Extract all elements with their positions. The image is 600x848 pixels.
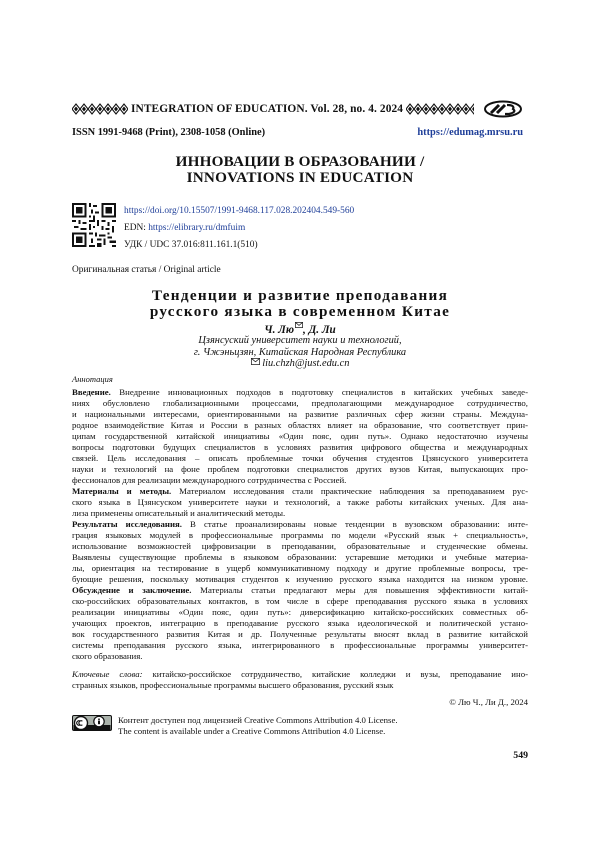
abstract-line <box>72 519 528 530</box>
envelope-icon <box>295 322 303 328</box>
abstract-line: Выявлены существующие проблемы в языковом образовании: устаревшие методики и учебные материа- <box>72 552 528 562</box>
section-title-en: INNOVATIONS IN EDUCATION <box>186 169 414 186</box>
author-email-link[interactable]: liu.chzh@just.edu.cn <box>262 358 350 369</box>
abstract-text: Внедрение инновационных подходов в подготовку специалистов в китайских учебных заведе- <box>110 387 528 397</box>
article-title-line1: Тенденции и развитие преподавания <box>151 287 449 304</box>
abstract-line: лы, ориентация на тестирование в ущерб коммуникативному подходу и другие проблемные вопросы, тре- <box>72 563 528 573</box>
abstract-line <box>72 486 528 497</box>
abstract-line: грация языковых модулей в профессиональные программы по модели «Русский язык + специальность», <box>72 530 528 540</box>
edn-link[interactable]: https://elibrary.ru/dmfuim <box>148 223 246 233</box>
abstract-line: связей. Цель исследования – описать проблемные точки обучения студентов Цзянсуского университета <box>72 453 528 463</box>
abstract-line: фессионалов для реализации международного сотрудничества с Россией. <box>72 475 347 485</box>
abstract-results-heading: Результаты исследования. <box>72 519 182 529</box>
ornament-right-icon <box>406 103 474 115</box>
author-2: Д. Ли <box>308 324 336 336</box>
email-line <box>72 358 528 369</box>
cc-by-badge-icon[interactable] <box>72 715 112 731</box>
abstract-line: родное взаимодействие Китая и России в разных областях влияет на образование, что соответствует прин- <box>72 420 528 430</box>
edn-line <box>124 223 245 233</box>
qr-code-icon <box>72 203 116 247</box>
affiliation-line2: г. Чжэньцзян, Китайская Народная Республика <box>193 347 407 358</box>
edn-label: EDN: <box>124 223 149 233</box>
abstract-line: ского образования. <box>72 651 143 661</box>
keywords-text: китайско-российское сотрудничество, китайские колледжи и вузы, преподавание ино- <box>142 669 528 679</box>
journal-logo-icon <box>483 100 523 118</box>
ornament-left-icon <box>72 103 128 115</box>
abstract-line: системы преподавания русского языка, интегрированного в профессиональные программы университет- <box>72 640 528 650</box>
abstract-line: реализации инициативы «Один пояс, один путь»: диверсификацию китайско-российских совместных об- <box>72 607 528 617</box>
section-title-ru: ИННОВАЦИИ В ОБРАЗОВАНИИ / <box>175 153 425 170</box>
abstract-line: и национальными интересами, ориентированными на развитие различных сфер жизни страны. Междуна- <box>72 409 528 419</box>
abstract-line: ско-российских образовательных контактов, в том числе в сфере преподавания русского языка в условиях <box>72 596 528 606</box>
abstract-label: Аннотация <box>72 374 113 384</box>
keywords-label: Ключевые слова: <box>72 669 143 679</box>
copyright: © Лю Ч., Ли Д., 2024 <box>449 697 528 707</box>
abstract-line: использование возможностей цифровизации в преподавании, образовательные и студенческие обмены. <box>72 541 528 551</box>
keywords-line: странных языков, профессиональные программы высшего образования, русский язык <box>72 680 394 690</box>
abstract-line: ниях обусловлено глобализационными процессами, предполагающими международное сотрудничество, <box>72 398 528 408</box>
license-en: The content is available under a Creative Commons Attribution 4.0 License. <box>118 726 386 736</box>
abstract-line: ципам государственной китайской инициативы «Один пояс, один путь». Однако недостаточно изучены <box>72 431 528 441</box>
article-title-line2: русского языка в современном Китае <box>149 303 451 320</box>
abstract-line: лиза применены описательный и аналитический методы. <box>72 508 286 518</box>
abstract-text: Материалы статьи предлагают меры для повышения эффективности китай- <box>191 585 528 595</box>
author-separator: , <box>303 324 309 336</box>
affiliation-line1: Цзянсуский университет науки и технологий, <box>198 335 402 346</box>
udk-code: УДК / UDC 37.016:811.161.1(510) <box>124 240 258 250</box>
doi-link[interactable]: https://doi.org/10.15507/1991-9468.117.028.202404.549-560 <box>124 206 355 216</box>
abstract-line: бующие решения, поскольку мотивация студентов к изучению русского языка находится на низком уровне. <box>72 574 528 584</box>
journal-url-link[interactable]: https://edumag.mrsu.ru <box>417 127 523 138</box>
abstract-line: вок государственного развития Китая и др. Полученные результаты вносят вклад в развитие китайской <box>72 629 528 639</box>
issn: ISSN 1991-9468 (Print), 2308-1058 (Online) <box>72 127 266 138</box>
abstract-line <box>72 585 528 596</box>
abstract-methods-heading: Материалы и методы. <box>72 486 172 496</box>
abstract-line: ского языка в Цзянсуском университете науки и технологий, а также работы китайских ученых. Для ана- <box>72 497 528 507</box>
page-number: 549 <box>513 750 528 761</box>
abstract-discussion-heading: Обсуждение и заключение. <box>72 585 192 595</box>
article-type: Оригинальная статья / Original article <box>72 265 221 275</box>
journal-title: INTEGRATION OF EDUCATION. Vol. 28, no. 4. 2024 <box>131 103 404 115</box>
abstract-line <box>72 387 528 398</box>
abstract-text: Материалом исследования стали практические наблюдения за преподаванием рус- <box>171 486 528 496</box>
abstract-line: вопросы подготовки будущих специалистов в условиях развития цифрового общества и международных <box>72 442 528 452</box>
author-1: Ч. Лю <box>264 324 295 336</box>
license-ru: Контент доступен под лицензией Creative Commons Attribution 4.0 License. <box>118 715 398 725</box>
envelope-icon <box>251 358 260 365</box>
abstract-line: учающих проектов, интеграцию в преподавание русского языка идеологической и политической устано- <box>72 618 528 628</box>
journal-header <box>72 101 480 117</box>
abstract-text: В статье проанализированы новые тенденции в вузовском образовании: инте- <box>181 519 528 529</box>
abstract-intro-heading: Введение. <box>72 387 111 397</box>
abstract-line: науки и технологий на фоне проблем подготовки специалистов других вузов Китая, выпускающих про- <box>72 464 528 474</box>
keywords-line <box>72 669 528 680</box>
authors <box>72 322 528 336</box>
